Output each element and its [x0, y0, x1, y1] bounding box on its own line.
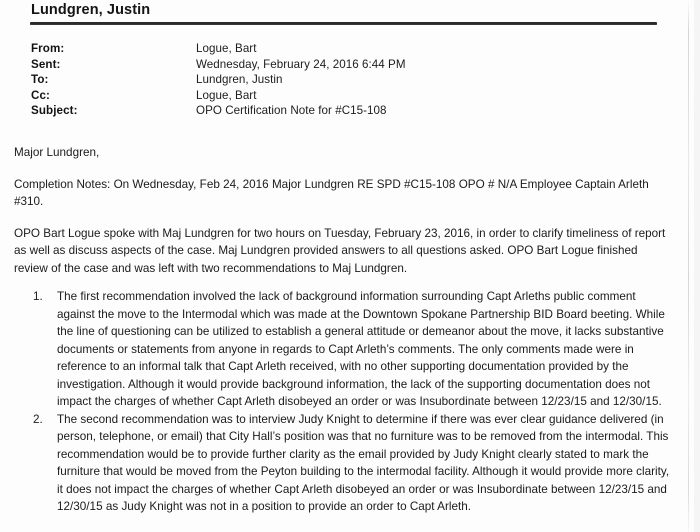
email-header-value-subject: OPO Certification Note for #C15-108 [196, 104, 387, 118]
list-item [33, 288, 673, 411]
title-divider [30, 22, 657, 25]
email-header-block [31, 41, 671, 119]
list-item [33, 411, 673, 516]
email-header-value-to: Lundgren, Justin [196, 73, 283, 87]
recommendations-list [33, 288, 673, 516]
email-header-row-sent [31, 57, 671, 73]
scan-artifact-vertical-line [688, 0, 689, 532]
list-item-text: The second recommendation was to interview Judy Knight to determine if there was ever clear guidance delivered (in person, telephone, or email) that City Hall’s position was that no furniture was to be removed from the intermodal. This recommendation would be to provide further clarity as the email provided by Judy Knight clearly stated to mark the furniture that would be moved from the Peyton building to the intermodal facility. Although it would provide more clarity, it does not impact the charges of whether Capt Arleth disobeyed an order or was Insubordinate between 12/23/15 and 12/30/15 as Judy Knight was not in a position to provide an order to Capt Arleth. [57, 412, 670, 513]
email-header-value-from: Logue, Bart [196, 42, 257, 55]
email-header-row-from [31, 41, 671, 57]
email-header-value-sent: Wednesday, February 24, 2016 6:44 PM [196, 57, 406, 71]
email-header-value-cc: Logue, Bart [196, 88, 257, 102]
page-title: Lundgren, Justin [31, 2, 151, 18]
scan-artifact-right-edge [694, 0, 700, 532]
list-item-text: The first recommendation involved the lack of background information surrounding Capt Arleths public comment against the move to the Intermodal which was made at the Downtown Spokane Partnership BID Board beeting. While the line of questioning can be utilized to establish a general attitude or demeanor about the move, it lacks substantive documents or statements from anyone in regards to Capt Arleth’s comments. The only comments made were in reference to an informal talk that Capt Arleth received, with no other supporting documentation provided by the investigation. Although it would provide background information, the lack of the supporting documentation does not impact the charges of whether Capt Arleth disobeyed an order or was Insubordinate between 12/23/15 and 12/30/15. [57, 290, 665, 408]
email-header-row-cc [31, 88, 671, 104]
email-header-label-sent: Sent: [31, 57, 61, 71]
email-header-label-subject: Subject: [31, 104, 78, 118]
email-body [14, 144, 672, 277]
body-summary-paragraph: OPO Bart Logue spoke with Maj Lundgren for two hours on Tuesday, February 23, 2016, in order to clarify timeliness of report as well as discuss aspects of the case. Maj Lundgren provided answers to all questions asked. OPO Bart Logue finished review of the case and was left with two recommendations to Maj Lundgren. [14, 226, 666, 275]
email-header-label-to: To: [31, 73, 49, 87]
body-salutation: Major Lundgren, [14, 146, 100, 159]
list-item-marker: 1. [33, 290, 43, 303]
email-header-row-to [31, 72, 671, 88]
email-header-label-cc: Cc: [31, 88, 50, 102]
email-header-row-subject [31, 103, 671, 119]
email-header-label-from: From: [31, 42, 65, 55]
list-item-marker: 2. [33, 412, 43, 426]
body-completion-notes: Completion Notes: On Wednesday, Feb 24, 2016 Major Lundgren RE SPD #C15-108 OPO # N/A Employee Captain Arleth #310. [14, 177, 649, 208]
